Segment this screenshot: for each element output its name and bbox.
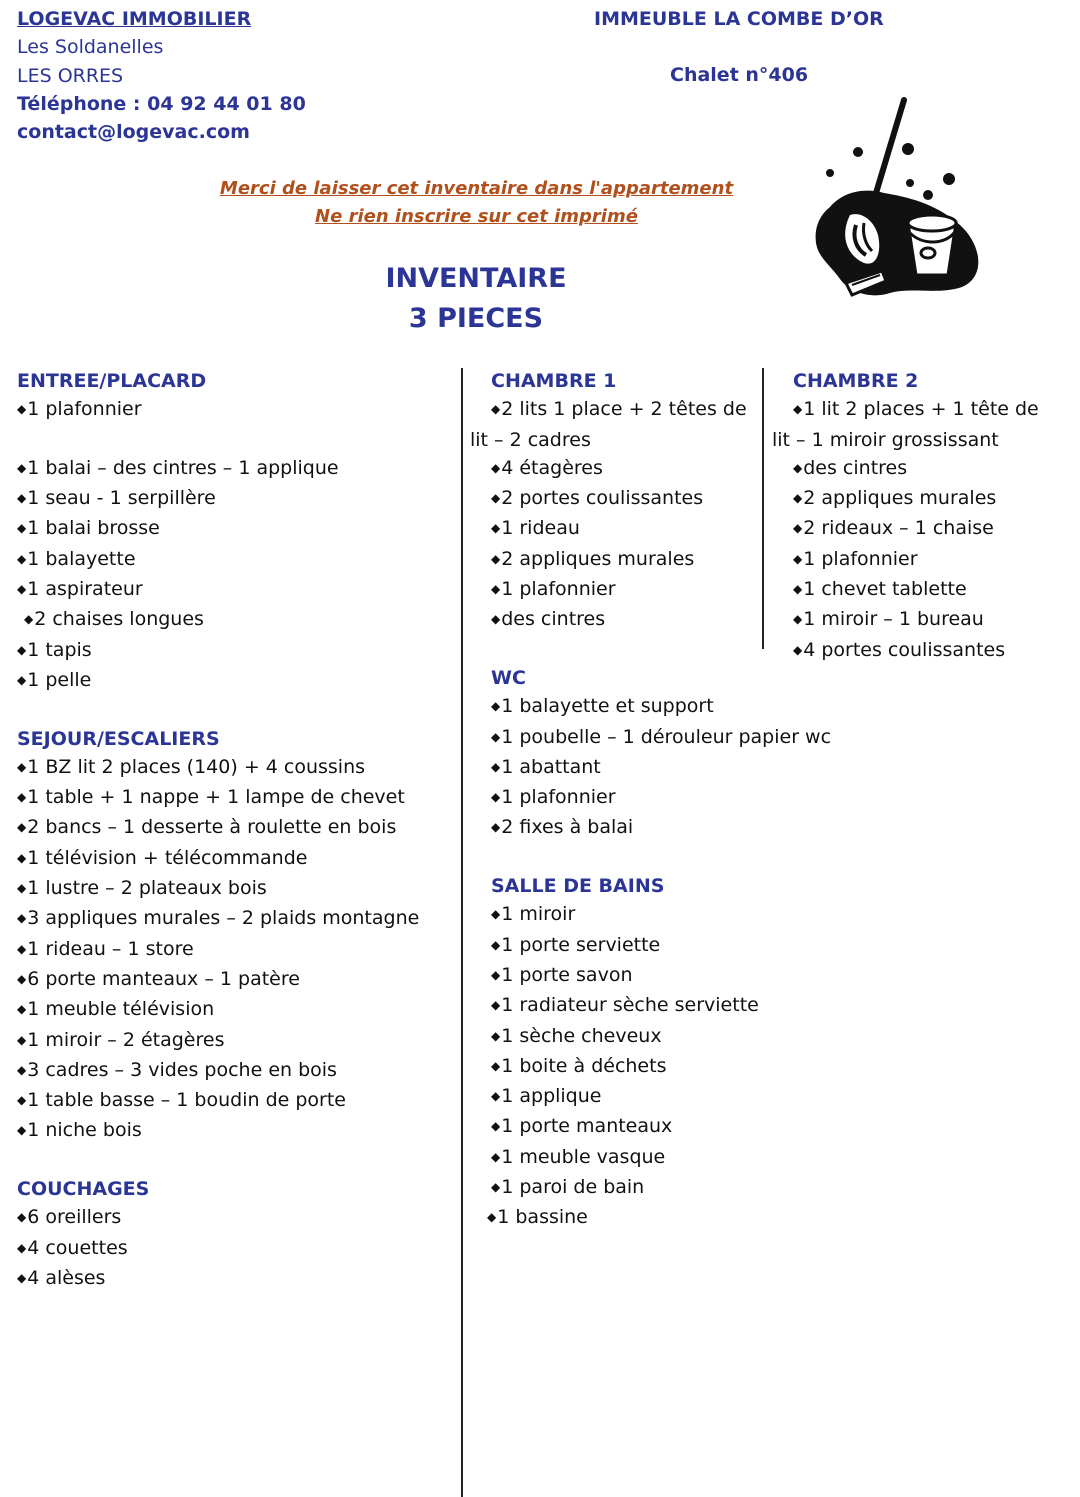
list-item-continuation: lit – 2 cadres <box>470 428 591 451</box>
company-name: LOGEVAC IMMOBILIER <box>17 8 252 30</box>
list-item: ◆1 applique <box>491 1085 602 1108</box>
company-email: contact@logevac.com <box>17 121 250 144</box>
list-item: ◆2 appliques murales <box>491 547 695 570</box>
building-name: IMMEUBLE LA COMBE D’OR <box>594 8 884 30</box>
list-item: ◆1 rideau <box>491 517 580 540</box>
list-item: ◆2 fixes à balai <box>491 816 634 839</box>
notice-line-2: Ne rien inscrire sur cet imprimé <box>315 206 638 227</box>
list-item: ◆1 seau - 1 serpillère <box>17 487 216 510</box>
list-item: ◆1 table + 1 nappe + 1 lampe de chevet <box>17 786 405 809</box>
list-item: ◆des cintres <box>491 608 606 631</box>
list-item: ◆6 oreillers <box>17 1206 122 1229</box>
list-item: ◆2 appliques murales <box>793 487 997 510</box>
list-item: ◆2 portes coulissantes <box>491 487 704 510</box>
title-line-2: 3 PIECES <box>408 303 544 334</box>
list-item: ◆4 alèses <box>17 1266 106 1289</box>
page-title <box>326 259 626 339</box>
company-phone: Téléphone : 04 92 44 01 80 <box>17 92 306 115</box>
list-item: ◆1 plafonnier <box>491 786 616 809</box>
list-item: ◆4 couettes <box>17 1236 128 1259</box>
chalet-number: Chalet n°406 <box>670 64 809 86</box>
list-item: ◆1 paroi de bain <box>491 1176 645 1199</box>
section-heading-sejour: SEJOUR/ESCALIERS <box>17 727 220 750</box>
company-address-1: Les Soldanelles <box>17 36 164 59</box>
list-item: ◆1 table basse – 1 boudin de porte <box>17 1089 346 1112</box>
column-3 <box>772 367 1039 666</box>
list-item: ◆1 aspirateur <box>17 578 143 601</box>
list-item: ◆1 porte serviette <box>491 933 661 956</box>
list-item: ◆1 télévision + télécommande <box>17 846 308 869</box>
section-heading-chambre2: CHAMBRE 2 <box>793 370 919 392</box>
title-line-1: INVENTAIRE <box>385 263 567 294</box>
list-item: ◆1 rideau – 1 store <box>17 937 194 960</box>
list-item: ◆1 balayette <box>17 547 136 570</box>
list-item: ◆des cintres <box>793 456 908 479</box>
list-item: ◆1 poubelle – 1 dérouleur papier wc <box>491 725 832 748</box>
list-item: ◆6 porte manteaux – 1 patère <box>17 967 300 990</box>
list-item: ◆1 BZ lit 2 places (140) + 4 coussins <box>17 755 366 778</box>
list-item: ◆2 chaises longues <box>24 608 204 631</box>
list-item: ◆2 lits 1 place + 2 têtes de <box>491 398 747 421</box>
section-heading-entree: ENTREE/PLACARD <box>17 370 207 392</box>
company-block <box>17 5 306 146</box>
list-item: ◆1 bassine <box>487 1206 588 1229</box>
list-item: ◆1 miroir – 2 étagères <box>17 1028 225 1051</box>
list-item: ◆1 pelle <box>17 668 92 691</box>
list-item-continuation: lit – 1 miroir grossissant <box>772 428 999 451</box>
list-item: ◆1 meuble télévision <box>17 998 215 1021</box>
list-item: ◆1 sèche cheveux <box>491 1024 662 1047</box>
company-address-2: LES ORRES <box>17 64 124 87</box>
list-item: ◆1 porte savon <box>491 963 633 986</box>
section-heading-salle-de-bains: SALLE DE BAINS <box>491 875 665 898</box>
list-item: ◆2 rideaux – 1 chaise <box>793 517 994 540</box>
section-heading-wc: WC <box>491 666 526 689</box>
section-heading-couchages: COUCHAGES <box>17 1178 150 1201</box>
list-item: ◆1 radiateur sèche serviette <box>491 994 759 1017</box>
list-item: ◆1 niche bois <box>17 1119 142 1142</box>
list-item: ◆2 bancs – 1 desserte à roulette en bois <box>17 816 397 839</box>
list-item: ◆1 tapis <box>17 638 92 661</box>
list-item: ◆1 plafonnier <box>793 547 918 570</box>
list-item: ◆1 porte manteaux <box>491 1115 673 1138</box>
list-item: ◆1 balayette et support <box>491 695 714 718</box>
list-item: ◆4 étagères <box>491 456 603 479</box>
column-2 <box>470 367 832 1234</box>
list-item: ◆1 chevet tablette <box>793 578 967 601</box>
section-heading-chambre1: CHAMBRE 1 <box>491 370 617 392</box>
list-item: ◆1 abattant <box>491 755 601 778</box>
list-item: ◆1 plafonnier <box>491 578 616 601</box>
list-item: ◆1 miroir – 1 bureau <box>793 608 984 631</box>
cleaning-mop-bucket-icon <box>810 95 990 305</box>
list-item: ◆1 balai brosse <box>17 517 160 540</box>
list-item: ◆1 meuble vasque <box>491 1145 666 1168</box>
list-item: ◆1 lustre – 2 plateaux bois <box>17 877 267 900</box>
list-item: ◆4 portes coulissantes <box>793 638 1006 661</box>
list-item: ◆1 miroir <box>491 903 576 926</box>
list-item: ◆1 lit 2 places + 1 tête de <box>793 398 1039 421</box>
list-item: ◆1 balai – des cintres – 1 applique <box>17 456 339 479</box>
list-item: ◆3 appliques murales – 2 plaids montagne <box>17 907 420 930</box>
list-item: ◆3 cadres – 3 vides poche en bois <box>17 1058 337 1081</box>
column-1 <box>17 367 419 1294</box>
list-item: ◆1 plafonnier <box>17 398 142 421</box>
column-divider-left <box>461 368 463 1497</box>
notice-line-1: Merci de laisser cet inventaire dans l'appartement <box>219 178 734 199</box>
notice-block <box>190 175 763 231</box>
list-item: ◆1 boite à déchets <box>491 1054 667 1077</box>
